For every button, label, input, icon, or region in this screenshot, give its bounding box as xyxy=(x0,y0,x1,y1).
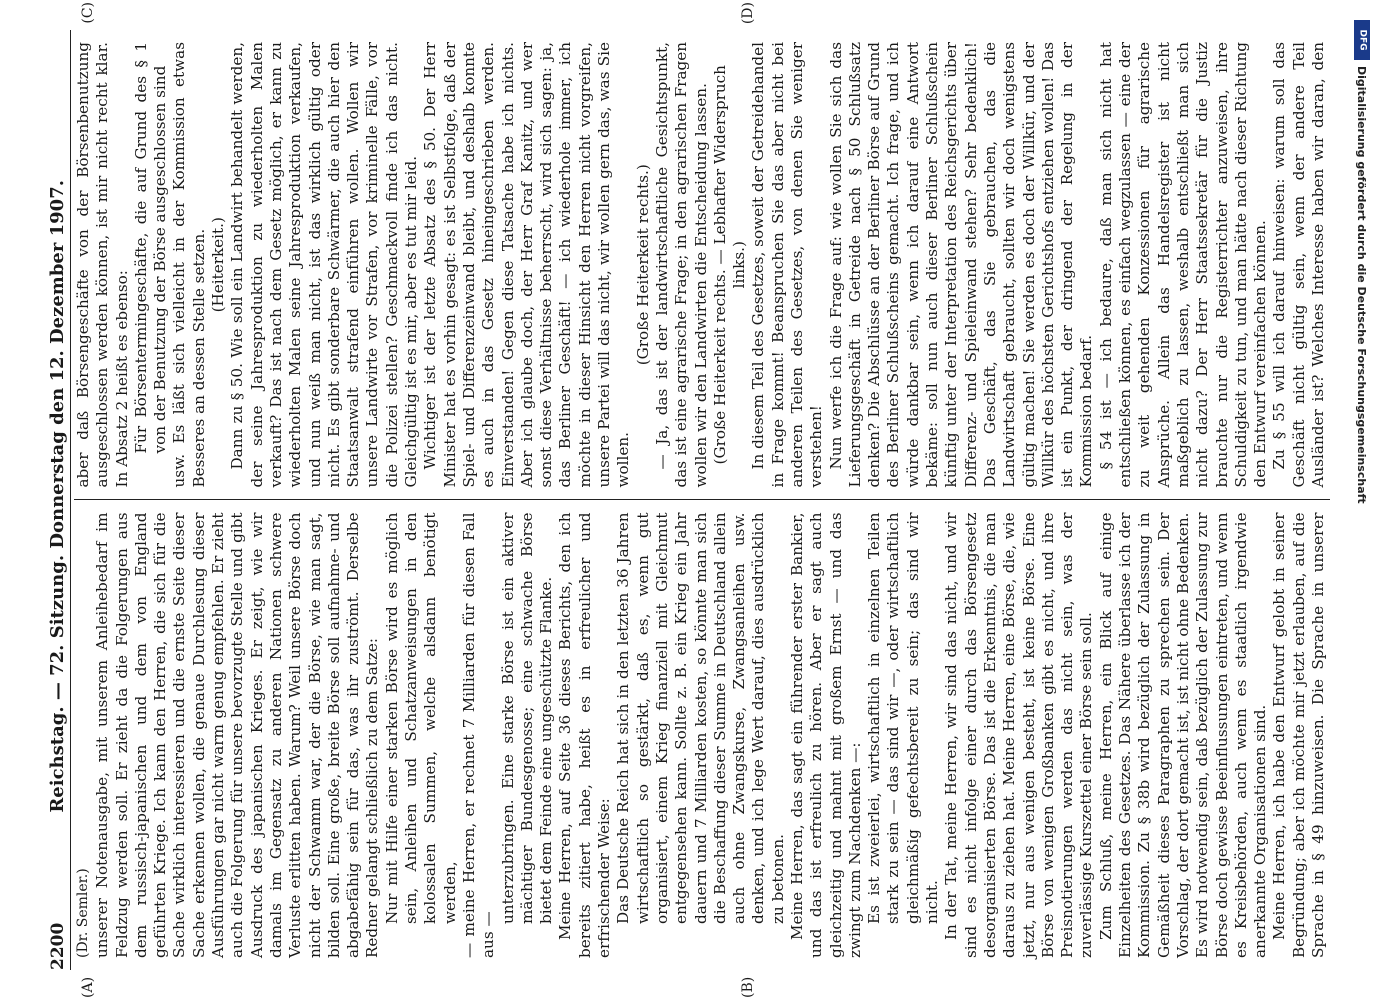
paragraph: Dann zu § 50. Wie soll ein Landwirt behandelt werden, der seine Jahresproduktion zu wiederholten Malen verkauft? Das ist nach dem Gesetz möglich, er kann zu wiederholten Malen seine Jahresproduktion verkaufen, und nun weiß man nicht, ist das wirklich gültig oder nicht. Es gibt sonderbare Schwärmer, die auch hier den Staatsanwalt strafend einführen wollen. Wollen wir unsere Landwirte vor Strafen, vor kriminelle Fälle, vor die Polizei stellen? Geschmackvoll finde ich das nicht. Gleichgültig ist es mir, aber es tut mir leid. xyxy=(228,42,421,488)
paragraph: § 54 ist — ich bedaure, daß man sich nicht hat entschließen können, es einfach wegzulassen — eine der zu weit gehenden Konzessionen für agrarische Ansprüche. Allein das Handelsregister ist nicht maßgeblich zu lassen, weshalb entschließt man sich nicht dazu? Der Herr Staatssekretär für die Justiz brauchte nur die Registerrichter anzuweisen, ihre Schuldigkeit zu tun, und man hätte nach dieser Richtung den Entwurf vereinfachen können. xyxy=(1096,42,1270,488)
paragraph: Zu § 55 will ich darauf hinweisen: warum soll das Geschäft nicht gültig sein, wenn der andere Teil Ausländer ist? Welches Interesse haben wir daran, den xyxy=(1270,42,1327,488)
paragraph: — Ja, das ist der landwirtschaftliche Gesichtspunkt, das ist eine agrarische Frage; in den agrarischen Fragen wollen wir den Landwirten die Entscheidung lassen. xyxy=(652,42,710,488)
paragraph: unterzubringen. Eine starke Börse ist ein aktiver mächtiger Bundesgenosse; eine schwache Börse bietet dem Feinde eine ungeschützte Flanke. xyxy=(498,512,556,924)
paragraph: Das Deutsche Reich hat sich in den letzten 36 Jahren wirtschaftlich so gestärkt, daß es, wenn gut organisiert, einem Krieg finanziell mit Gleichmut entgegensehen kann. Sollte z. B. ein Krieg ein Jahr dauern und 7 Milliarden kosten, so könnte man sich die Beschaffung dieser Summe in Deutschland allein auch ohne Zwangskurse, Zwangsanleihen usw. denken, und ich lege Wert darauf, dies ausdrücklich zu betonen. xyxy=(614,512,787,924)
paragraph: Nur mit Hilfe einer starken Börse wird es möglich sein, Anleihen und Schatzanweisungen in den kolossalen Summen, welche alsdann benötigt werden, xyxy=(382,512,459,924)
paragraph: Für Börsentermingeschäfte, die auf Grund des § 1 von der Benutzung der Börse ausgeschlossen sind xyxy=(131,42,170,454)
right-column xyxy=(74,30,1330,500)
paragraph: — meine Herren, er rechnet 7 Milliarden für diesen Fall aus — xyxy=(459,512,498,958)
margin-marker-c: (C) xyxy=(80,2,96,24)
paragraph: In der Tat, meine Herren, wir sind das nicht, und wir sind es nicht infolge einer durch das Börsengesetz desorganisierten Börse. Das ist die Erkenntnis, die man daraus zu ziehen hat. Meine Herren, eine Börse, die, wie jetzt, nur aus wenigen besteht, ist keine Börse. Eine Börse von wenigen Großbanken gibt es nicht, und ihre Preisnotierungen werden das nicht sein, was der zuverlässige Kurszettel einer Börse sein soll. xyxy=(942,512,1096,958)
paragraph: Nun werfe ich die Frage auf: wie wollen Sie sich das Lieferungsgeschäft in Getreide nach § 50 Schlußsatz denken? Die Abschlüsse an der Berliner Börse auf Grund des Berliner Schlußscheins gemacht. Ich frage, und ich würde dankbar sein, wenn ich darauf eine Antwort bekäme: soll nun auch dieser Berliner Schlußschein künftig unter der Interpretation des Reichsgerichts über Differenz- und Spieleinwand stehen? Sehr bedenklich! Das Geschäft, das Sie gebrauchen, das die Landwirtschaft gebraucht, sollten wir doch wenigstens gültig machen! Sie werden es doch der Willkür, und der Willkür des höchsten Gerichtshofs entziehen wollen! Das ist ein Punkt, der dringend der Regelung in der Kommission bedarf. xyxy=(826,42,1096,488)
page-title: Reichstag. — 72. Sitzung. Donnerstag den 12. Dezember 1907. xyxy=(47,180,68,813)
rotated-page xyxy=(40,0,1340,1000)
dfg-logo-text: DFG xyxy=(1357,29,1368,51)
paragraph: aber daß Börsengeschäfte von der Börsenbenutzung ausgeschlossen werden können, ist mir nicht recht klar. In Absatz 2 heißt es ebenso: xyxy=(74,42,131,488)
margin-marker-d: (D) xyxy=(740,2,756,25)
paragraph: (Dr. Semler.) xyxy=(75,868,91,958)
paragraph: Wichtiger ist der letzte Absatz des § 50. Der Herr Minister hat es vorhin gesagt: es ist Selbstfolge, daß der Spiel- und Differenzeinwand bleibt, und deshalb konnte es auch in das Gesetz hineingeschrieben werden. Einverstanden! Gegen diese Tatsache habe ich nichts. Aber ich glaube doch, der Herr Graf Kanitz, und wer sonst diese Verhältnisse beherrscht, wird sich sagen: ja, das Berliner Geschäft! — ich wiederhole immer, ich möchte in dieser Hinsicht den Herren nicht vorgreifen, unsere Partei will das nicht, wir wollen gern das, was Sie wollen. xyxy=(421,42,633,488)
paragraph: Meine Herren, ich habe den Entwurf gelobt in seiner Begründung; aber ich möchte mir jetzt erlauben, auf die Sprache in § 49 hinzuweisen. Die Sprache in unserer xyxy=(1270,512,1327,958)
margin-marker-b: (B) xyxy=(740,976,756,998)
page-number: 2200 xyxy=(48,922,68,970)
dfg-logo xyxy=(1354,20,1370,60)
margin-marker-a: (A) xyxy=(80,976,96,998)
paragraph: Zum Schluß, meine Herren, ein Blick auf einige Einzelheiten des Gesetzes. Das Nähere überlasse ich der Kommission. Zu § 38b wird bezüglich der Zulassung in Gemäßheit dieses Paragraphen zu sprechen sein. Der Vorschlag, der dort gemacht ist, ist nicht ohne Bedenken. Es wird notwendig sein, daß bezüglich der Zulassung zur Börse doch gewisse Beeinflussungen eintreten, und wenn es Kreisbehörden, auch wenn es staatlich irgendwie anerkannte Organisationen sind. xyxy=(1096,512,1270,958)
paragraph: usw. Es läßt sich vielleicht in der Kommission etwas Besseres an dessen Stelle setzen. xyxy=(170,42,208,488)
paragraph: In diesem Teil des Gesetzes, soweit der Getreidehandel in Frage kommt! Beanspruchen Sie das aber nicht bei anderen Teilen des Gesetzes, von denen Sie weniger verstehen! xyxy=(749,42,826,488)
paragraph: unserer Notenausgabe, mit unserem Anleihebedarf im Feldzug werden soll. Er zieht da die Folgerungen aus dem russisch-japanischen und dem von England geführten Kriege. Ich kann den Herren, die sich für die Sache wirklich interessieren und die ernste Seite dieser Sache erkennen wollen, die genaue Durchlesung dieser Ausführungen gar nicht warm genug empfehlen. Er zieht auch die Folgerung für unsere bevorzugte Stelle und gibt Ausdruck des japanischen Krieges. Er zeigt, wie wir damals im Gegensatz zu anderen Nationen schwere Verluste erlitten haben. Warum? Weil unsere Börse doch nicht der Schwamm war, der die Börse, wie man sagt, bilden soll. Eine große, breite Börse soll aufnahme- und abgabefähig sein für das, was ihr zuströmt. Derselbe Redner gelangt schließlich zu dem Satze: xyxy=(93,512,382,958)
text-columns xyxy=(74,30,1330,970)
paragraph: (Heiterkeit.) xyxy=(209,217,228,313)
paragraph: Meine Herren, auf Seite 36 dieses Berichts, den ich bereits zitiert habe, heißt es in erfreulicher und erfrischender Weise: xyxy=(556,512,614,958)
paragraph: Es ist zweierlei, wirtschaftlich in einzelnen Teilen stark zu sein — das sind wir —, oder wirtschaftlich gleichmäßig gefechtsbereit zu sein; das sind wir nicht. xyxy=(865,512,942,924)
paragraph: (Große Heiterkeit rechts.) xyxy=(633,164,652,366)
attribution-strip xyxy=(1353,20,1373,980)
page-header xyxy=(40,30,71,970)
left-column xyxy=(74,500,1330,971)
attribution-text: Digitalisierung gefördert durch die Deutsche Forschungsgemeinschaft xyxy=(1355,66,1368,504)
paragraph: (Große Heiterkeit rechts. — Lebhafter Widerspruch links.) xyxy=(710,65,749,465)
paragraph: Meine Herren, das sagt ein führender erster Bankier, und das ist erfreulich zu hören. Aber er sagt auch gleichzeitig und mahnt mit großem Ernst — und das zwingt zum Nachdenken —: xyxy=(787,512,864,958)
